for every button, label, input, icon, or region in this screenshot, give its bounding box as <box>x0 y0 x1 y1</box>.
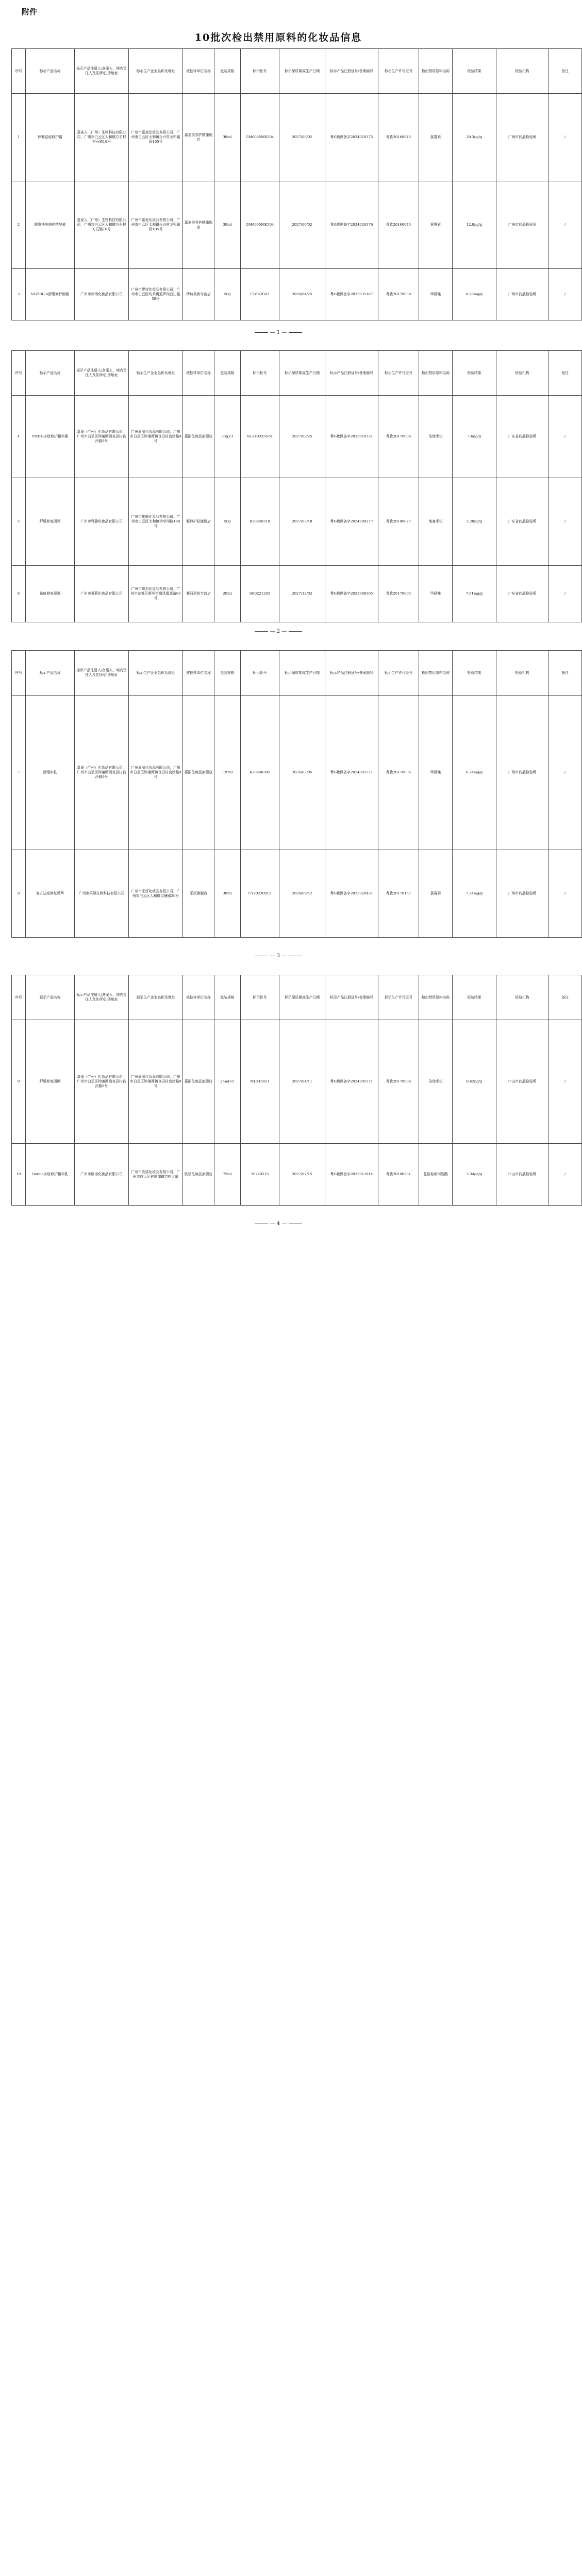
table-row <box>12 1020 582 1144</box>
cell-sampled-unit: 嘉丽化妆品旗舰店 <box>183 1020 214 1144</box>
cell-substance: 倍他米松 <box>419 1020 453 1144</box>
cell-manufacturer: 广州嘉丽化妆品有限公司，广州市白云区钟落潭镇良田村良沙路9号 <box>129 1020 183 1144</box>
table-row <box>12 94 582 181</box>
cell-certificate: 粤G妆网备字2023020431 <box>325 850 378 938</box>
cell-registrant: 嘉麦人（广州）生物科技有限公司，广州市白云区人和镇方石村方石路10号 <box>75 94 129 181</box>
cell-lab: 广州市药品检验所 <box>496 850 548 938</box>
col-header: 包装规格 <box>214 651 241 696</box>
table-row <box>12 566 582 622</box>
cell-no: 3 <box>12 269 26 320</box>
header-row <box>12 49 582 94</box>
cell-sampled-unit: 伊诗美妆专营店 <box>183 269 214 320</box>
cell-no: 2 <box>12 181 26 269</box>
cell-batch: SR0221203 <box>241 566 279 622</box>
cell-lab: 广州市药品检验所 <box>496 269 548 320</box>
cell-lab: 广东省药品检验所 <box>496 478 548 566</box>
cell-manufacturer: 广州市欧诺化妆品有限公司，广州市白云区钟落潭镇竹料大道 <box>129 1144 183 1206</box>
cell-registrant: 广州市采妍生物科技有限公司 <box>75 850 129 938</box>
cell-product-name: Ounuo多肽修护精华乳 <box>26 1144 75 1206</box>
cell-no: 5 <box>12 478 26 566</box>
col-header: 标示批号 <box>241 651 279 696</box>
page-3 <box>11 650 569 938</box>
col-header: 检验机构 <box>496 651 548 696</box>
cell-sampled-unit: 赛莉美妆专营店 <box>183 566 214 622</box>
cell-license: 粤妆20170006 <box>378 696 419 850</box>
col-header: 被抽样单位名称 <box>183 651 214 696</box>
cell-no: 7 <box>12 696 26 850</box>
cell-package: 50g <box>214 478 241 566</box>
col-header: 标示生产企业名称及地址 <box>129 975 183 1020</box>
cell-package: 50g <box>214 269 241 320</box>
col-header: 标示产品注册证号/备案编号 <box>325 49 378 94</box>
col-header: 被抽样单位名称 <box>183 351 214 396</box>
cell-note: / <box>548 696 582 850</box>
cell-result: 3.34μg/g <box>453 1144 496 1206</box>
col-header: 包装规格 <box>214 351 241 396</box>
col-header: 检出禁用原料名称 <box>419 651 453 696</box>
cell-date: 2027/03/18 <box>279 478 325 566</box>
cell-certificate: 粤G妆网备字2023035167 <box>325 269 378 320</box>
attachment-label: 附件 <box>22 7 38 16</box>
col-header: 检验结果 <box>453 351 496 396</box>
cell-product-name: YMDH多肽修护精华霜 <box>26 396 75 478</box>
cell-product-name: 舒缓水乳 <box>26 696 75 850</box>
col-header: 标示批号 <box>241 351 279 396</box>
cell-substance: 氯倍他索丙酸酯 <box>419 1144 453 1206</box>
cell-no: 4 <box>12 396 26 478</box>
cell-product-name: 韩雅祛痘修护霜 <box>26 94 75 181</box>
cell-substance: 甲硝唑 <box>419 269 453 320</box>
cell-note: / <box>548 1020 582 1144</box>
cell-result: 7.24mg/g <box>453 850 496 938</box>
col-header: 包装规格 <box>214 49 241 94</box>
cell-license: 粤妆20170005 <box>378 566 419 622</box>
info-table-page-3 <box>11 650 582 938</box>
cell-license: 粤妆20170157 <box>378 850 419 938</box>
cell-batch: GM6095MK504 <box>241 94 279 181</box>
cell-substance: 地塞米松 <box>419 478 453 566</box>
cell-batch: K20240305 <box>241 696 279 850</box>
col-header: 检验结果 <box>453 49 496 94</box>
cell-license: 粤妆20170006 <box>378 1020 419 1144</box>
col-header: 标示生产企业名称及地址 <box>129 49 183 94</box>
cell-lab: 广州市药品检验所 <box>496 181 548 269</box>
cell-registrant: 广州市欧诺化妆品有限公司 <box>75 1144 129 1206</box>
cell-batch: NL240325G01 <box>241 396 279 478</box>
cell-license: 粤妆20190231 <box>378 1144 419 1206</box>
cell-no: 6 <box>12 566 26 622</box>
cell-date: 2027/06/02 <box>279 94 325 181</box>
cell-substance: 氯霉素 <box>419 181 453 269</box>
cell-date: 2026/03/05 <box>279 696 325 850</box>
cell-substance: 甲硝唑 <box>419 696 453 850</box>
cell-sampled-unit: 嘉麦美容护肤旗舰店 <box>183 181 214 269</box>
col-header: 标示批号 <box>241 49 279 94</box>
col-header: 标示保质期或生产日期 <box>279 351 325 396</box>
col-header: 标示产品注册人/备案人、境内责任人及住所/注册地址 <box>75 651 129 696</box>
cell-substance: 氯霉素 <box>419 94 453 181</box>
header-row <box>12 975 582 1020</box>
cell-package: 30ml <box>214 94 241 181</box>
col-header: 标示保质期或生产日期 <box>279 49 325 94</box>
cell-manufacturer: 广州市伊诗化妆品有限公司，广州市白云区均禾街道罗岗白山路58号 <box>129 269 183 320</box>
cell-substance: 甲硝唑 <box>419 566 453 622</box>
col-header: 备注 <box>548 49 582 94</box>
cell-date: 2027/06/02 <box>279 181 325 269</box>
cell-result: 12.8μg/g <box>453 181 496 269</box>
cell-note: / <box>548 94 582 181</box>
info-table-page-1 <box>11 48 582 320</box>
cell-date: 2027/03/25 <box>279 396 325 478</box>
cell-manufacturer: 广州市雅静化妆品有限公司，广州市白云区太和镇沙亭岗路168号 <box>129 478 183 566</box>
table-row <box>12 181 582 269</box>
table-row <box>12 696 582 850</box>
cell-certificate: 粤G妆网备字2024005371 <box>325 1020 378 1144</box>
cell-no: 8 <box>12 850 26 938</box>
cell-note: / <box>548 850 582 938</box>
col-header: 检出禁用原料名称 <box>419 49 453 94</box>
cell-license: 粤妆20160045 <box>378 181 419 269</box>
cell-product-name: 复方祛痘修复精华 <box>26 850 75 938</box>
page-4 <box>11 975 569 1206</box>
cell-manufacturer: 广州嘉丽化妆品有限公司，广州市白云区钟落潭镇良田村良沙路9号 <box>129 696 183 850</box>
cell-registrant: 广州市赛莉化妆品有限公司 <box>75 566 129 622</box>
cell-date: 2026/09/12 <box>279 850 325 938</box>
cell-certificate: 粤G妆网备字2024009277 <box>325 478 378 566</box>
table-row <box>12 396 582 478</box>
cell-date: 2027/02/15 <box>279 1144 325 1206</box>
col-header: 标示产品名称 <box>26 651 75 696</box>
cell-note: / <box>548 566 582 622</box>
cell-lab: 中山市药品检验所 <box>496 1144 548 1206</box>
cell-manufacturer: 广州市采妍化妆品有限公司，广州市白云区人和镇汉塘路20号 <box>129 850 183 938</box>
header-row <box>12 351 582 396</box>
cell-manufacturer: 广州市嘉麦化妆品有限公司，广州市白云区太和镇永兴村龙归路段105号 <box>129 181 183 269</box>
cell-batch: ML240411 <box>241 1020 279 1144</box>
col-header: 标示生产企业名称及地址 <box>129 651 183 696</box>
cell-certificate: 粤G妆网备字2023012914 <box>325 1144 378 1206</box>
cell-result: 7.6μg/g <box>453 396 496 478</box>
page-number: — 1 — <box>0 330 557 335</box>
cell-lab: 广州市药品检验所 <box>496 696 548 850</box>
col-header: 标示产品注册证号/备案编号 <box>325 651 378 696</box>
cell-registrant: 广州市雅静化妆品有限公司 <box>75 478 129 566</box>
cell-note: / <box>548 269 582 320</box>
cell-manufacturer: 广州市嘉麦化妆品有限公司，广州市白云区太和镇永兴村龙归路段105号 <box>129 94 183 181</box>
cell-sampled-unit: 嘉丽化妆品旗舰店 <box>183 696 214 850</box>
col-header: 标示产品注册人/备案人、境内责任人及住所/注册地址 <box>75 351 129 396</box>
col-header: 标示产品名称 <box>26 975 75 1020</box>
col-header: 标示产品名称 <box>26 49 75 94</box>
cell-product-name: 祛痘修复凝露 <box>26 566 75 622</box>
cell-license: 粤妆20170006 <box>378 396 419 478</box>
cell-license: 粤妆20170039 <box>378 269 419 320</box>
cell-result: 6.20mg/g <box>453 269 496 320</box>
cell-no: 1 <box>12 94 26 181</box>
col-header: 包装规格 <box>214 975 241 1020</box>
cell-note: / <box>548 1144 582 1206</box>
cell-sampled-unit: 嘉麦美容护肤旗舰店 <box>183 94 214 181</box>
table-row <box>12 850 582 938</box>
col-header: 序号 <box>12 651 26 696</box>
col-header: 序号 <box>12 49 26 94</box>
cell-product-name: 舒缓修复面霜 <box>26 478 75 566</box>
col-header: 被抽样单位名称 <box>183 49 214 94</box>
cell-batch: B20240318 <box>241 478 279 566</box>
cell-substance: 倍他米松 <box>419 396 453 478</box>
cell-package: 30g×3 <box>214 396 241 478</box>
cell-package: 20ml <box>214 566 241 622</box>
cell-substance: 氯霉素 <box>419 850 453 938</box>
cell-product-name: 韩雅祛痘修护精华液 <box>26 181 75 269</box>
cell-date: 2027/12/02 <box>279 566 325 622</box>
cell-lab: 广东省药品检验所 <box>496 396 548 478</box>
cell-batch: C18A2G03 <box>241 269 279 320</box>
cell-package: 75ml <box>214 1144 241 1206</box>
cell-registrant: 广州市伊诗化妆品有限公司 <box>75 269 129 320</box>
info-table-page-2 <box>11 350 582 622</box>
page-number: — 2 — <box>0 629 557 634</box>
cell-batch: GM6095MK504 <box>241 181 279 269</box>
cell-package: 30ml <box>214 181 241 269</box>
cell-license: 粤妆20160045 <box>378 94 419 181</box>
col-header: 标示生产许可证号 <box>378 49 419 94</box>
cell-note: / <box>548 396 582 478</box>
cell-sampled-unit: 嘉丽化妆品旗舰店 <box>183 396 214 478</box>
col-header: 备注 <box>548 975 582 1020</box>
table-row <box>12 269 582 320</box>
cell-sampled-unit: 欧诺化妆品旗舰店 <box>183 1144 214 1206</box>
header-row <box>12 651 582 696</box>
col-header: 标示生产许可证号 <box>378 651 419 696</box>
col-header: 标示产品注册人/备案人、境内责任人及住所/注册地址 <box>75 975 129 1020</box>
cell-package: 120ml <box>214 696 241 850</box>
cell-registrant: 嘉麦人（广州）生物科技有限公司，广州市白云区人和镇方石村方石路10号 <box>75 181 129 269</box>
cell-registrant: 嘉丽（广州）化妆品有限公司，广州市白云区钟落潭镇良田村良沙路9号 <box>75 396 129 478</box>
cell-certificate: 粤G妆网备字2024002571 <box>325 696 378 850</box>
table-row <box>12 1144 582 1206</box>
cell-date: 2026/04/25 <box>279 269 325 320</box>
page-number: — 3 — <box>0 953 557 959</box>
col-header: 标示生产企业名称及地址 <box>129 351 183 396</box>
cell-registrant: 嘉丽（广州）化妆品有限公司，广州市白云区钟落潭镇良田村良沙路9号 <box>75 1020 129 1144</box>
page-2 <box>11 350 569 622</box>
col-header: 检验结果 <box>453 651 496 696</box>
col-header: 被抽样单位名称 <box>183 975 214 1020</box>
info-table-page-4 <box>11 975 582 1206</box>
col-header: 检出禁用原料名称 <box>419 975 453 1020</box>
col-header: 序号 <box>12 975 26 1020</box>
cell-no: 10 <box>12 1144 26 1206</box>
col-header: 检验机构 <box>496 49 548 94</box>
cell-batch: 20240215 <box>241 1144 279 1206</box>
cell-sampled-unit: 雅静护肤旗舰店 <box>183 478 214 566</box>
cell-result: 6.74mg/g <box>453 696 496 850</box>
cell-certificate: 粤G妆网备字2024029375 <box>325 94 378 181</box>
col-header: 序号 <box>12 351 26 396</box>
cell-package: 30ml <box>214 850 241 938</box>
cell-certificate: 粤G妆网备字2023010331 <box>325 396 378 478</box>
col-header: 备注 <box>548 651 582 696</box>
cell-package: 25ml×5 <box>214 1020 241 1144</box>
col-header: 备注 <box>548 351 582 396</box>
cell-lab: 中山市药品检验所 <box>496 1020 548 1144</box>
col-header: 标示产品注册人/备案人、境内责任人及住所/注册地址 <box>75 49 129 94</box>
cell-certificate: 粤G妆网备字2023008305 <box>325 566 378 622</box>
cell-lab: 广东省药品检验所 <box>496 566 548 622</box>
col-header: 标示产品注册证号/备案编号 <box>325 975 378 1020</box>
cell-note: / <box>548 478 582 566</box>
col-header: 检验结果 <box>453 975 496 1020</box>
cell-batch: CY20230912 <box>241 850 279 938</box>
cell-product-name: VAZERLA舒缓修护面霜 <box>26 269 75 320</box>
cell-result: 7.61mg/g <box>453 566 496 622</box>
cell-license: 粤妆20180077 <box>378 478 419 566</box>
cell-note: / <box>548 181 582 269</box>
col-header: 标示生产许可证号 <box>378 351 419 396</box>
cell-no: 9 <box>12 1020 26 1144</box>
col-header: 标示批号 <box>241 975 279 1020</box>
page-1 <box>11 48 569 320</box>
page-number: — 4 — <box>0 1221 557 1227</box>
cell-certificate: 粤G妆网备字2024029376 <box>325 181 378 269</box>
col-header: 标示生产许可证号 <box>378 975 419 1020</box>
col-header: 标示产品注册证号/备案编号 <box>325 351 378 396</box>
cell-result: 2.20μg/g <box>453 478 496 566</box>
cell-product-name: 舒缓修复面膜 <box>26 1020 75 1144</box>
cell-sampled-unit: 采妍旗舰店 <box>183 850 214 938</box>
cell-lab: 广州市药品检验所 <box>496 94 548 181</box>
col-header: 标示保质期或生产日期 <box>279 975 325 1020</box>
col-header: 检出禁用原料名称 <box>419 351 453 396</box>
cell-result: 8.62μg/g <box>453 1020 496 1144</box>
table-row <box>12 478 582 566</box>
col-header: 标示保质期或生产日期 <box>279 651 325 696</box>
cell-registrant: 嘉丽（广州）化妆品有限公司，广州市白云区钟落潭镇良田村良沙路9号 <box>75 696 129 850</box>
cell-manufacturer: 广州嘉丽化妆品有限公司，广州市白云区钟落潭镇良田村良沙路9号 <box>129 396 183 478</box>
page-title: 10批次检出禁用原料的化妆品信息 <box>194 32 362 43</box>
cell-manufacturer: 广州市赛莉化妆品有限公司，广州市花都区新华街道凤凰北路63号 <box>129 566 183 622</box>
col-header: 检验机构 <box>496 351 548 396</box>
col-header: 标示产品名称 <box>26 351 75 396</box>
col-header: 检验机构 <box>496 975 548 1020</box>
cell-result: 29.3μg/g <box>453 94 496 181</box>
cell-date: 2027/04/11 <box>279 1020 325 1144</box>
